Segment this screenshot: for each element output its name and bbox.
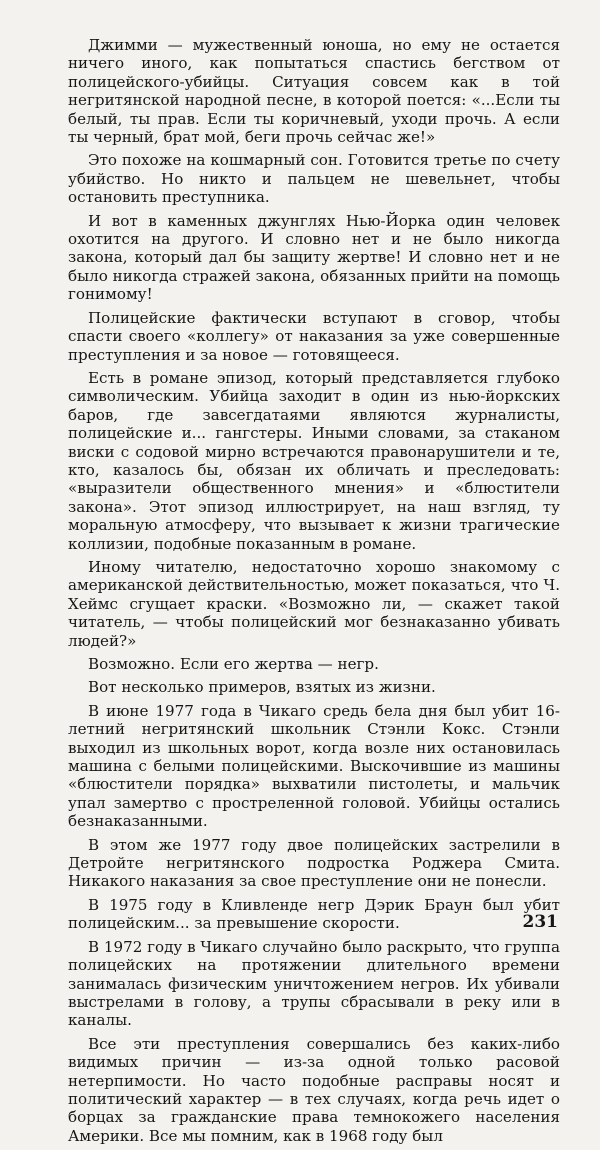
paragraph-11: В 1975 году в Кливленде негр Дэрик Браун был убит полицейским... за превышение скорости. (68, 895, 560, 933)
paragraph-2: Это похоже на кошмарный сон. Готовится третье по счету убийство. Но никто и пальцем не шевельнет, чтобы остановить преступника. (68, 151, 560, 207)
paragraph-5: Есть в романе эпизод, который представляется глубоко символическим. Убийца заходит в один из нью-йоркских баров, где завсегдатаями являются журналисты, полицейские и... гангстеры. Иными словами, за стаканом виски с содовой мирно встречаются правонарушители и те, кто, казалось бы, обязан их обличать и преследовать: «выразители общественного мнения» и «блюстители закона». Этот эпизод иллюстрирует, на наш взгляд, ту моральную атмосферу, что вызывает к жизни трагические коллизии, подобные показанным в романе. (68, 368, 560, 553)
paragraph-4: Полицейские фактически вступают в сговор, чтобы спасти своего «коллегу» от наказания за уже совершенные преступления и за новое — готовящееся. (68, 308, 560, 364)
paragraph-12: В 1972 году в Чикаго случайно было раскрыто, что группа полицейских на протяжении длительного времени занималась физическим уничтожением негров. Их убивали выстрелами в голову, а трупы сбрасывали в реку или в каналы. (68, 937, 560, 1030)
paragraph-13: Все эти преступления совершались без каких-либо видимых причин — из-за одной только расовой нетерпимости. Но часто подобные расправы носят и политический характер — в тех случаях, когда речь идет о борцах за гражданские права темнокожего населения Америки. Все мы помним, как в 1968 году был (68, 1034, 560, 1145)
body-text (68, 36, 560, 1150)
paragraph-8: Вот несколько примеров, взятых из жизни. (88, 678, 436, 697)
paragraph-1: Джимми — мужественный юноша, но ему не остается ничего иного, как попытаться спастись бегством от полицейского-убийцы. Ситуация совсем как в той негритянской народной песне, в которой поется: «...Если ты белый, ты прав. Если ты коричневый, уходи прочь. А если ты черный, брат мой, беги прочь сейчас же!» (68, 36, 560, 147)
paragraph-9: В июне 1977 года в Чикаго средь бела дня был убит 16-летний негритянский школьник Стэнли Кокс. Стэнли выходил из школьных ворот, когда возле них остановилась машина с белыми полицейскими. Выскочившие из машины «блюстители порядка» выхватили пистолеты, и мальчик упал замертво с простреленной головой. Убийцы остались безнаказанными. (68, 701, 560, 831)
page-number: 231 (522, 912, 558, 932)
paragraph-3: И вот в каменных джунглях Нью-Йорка один человек охотится на другого. И словно нет и не было никогда закона, который дал бы защиту жертве! И словно нет и не было никогда стражей закона, обязанных прийти на помощь гонимому! (68, 211, 560, 304)
paragraph-7: Возможно. Если его жертва — негр. (88, 655, 379, 673)
paragraph-6: Иному читателю, недостаточно хорошо знакомому с американской действительностью, может показаться, что Ч. Хеймс сгущает краски. «Возможно ли, — скажет такой читатель, — чтобы полицейский мог безнаказанно убивать людей?» (68, 557, 560, 650)
paragraph-10: В этом же 1977 году двое полицейских застрелили в Детройте негритянского подростка Роджера Смита. Никакого наказания за свое преступление они не понесли. (68, 835, 560, 891)
